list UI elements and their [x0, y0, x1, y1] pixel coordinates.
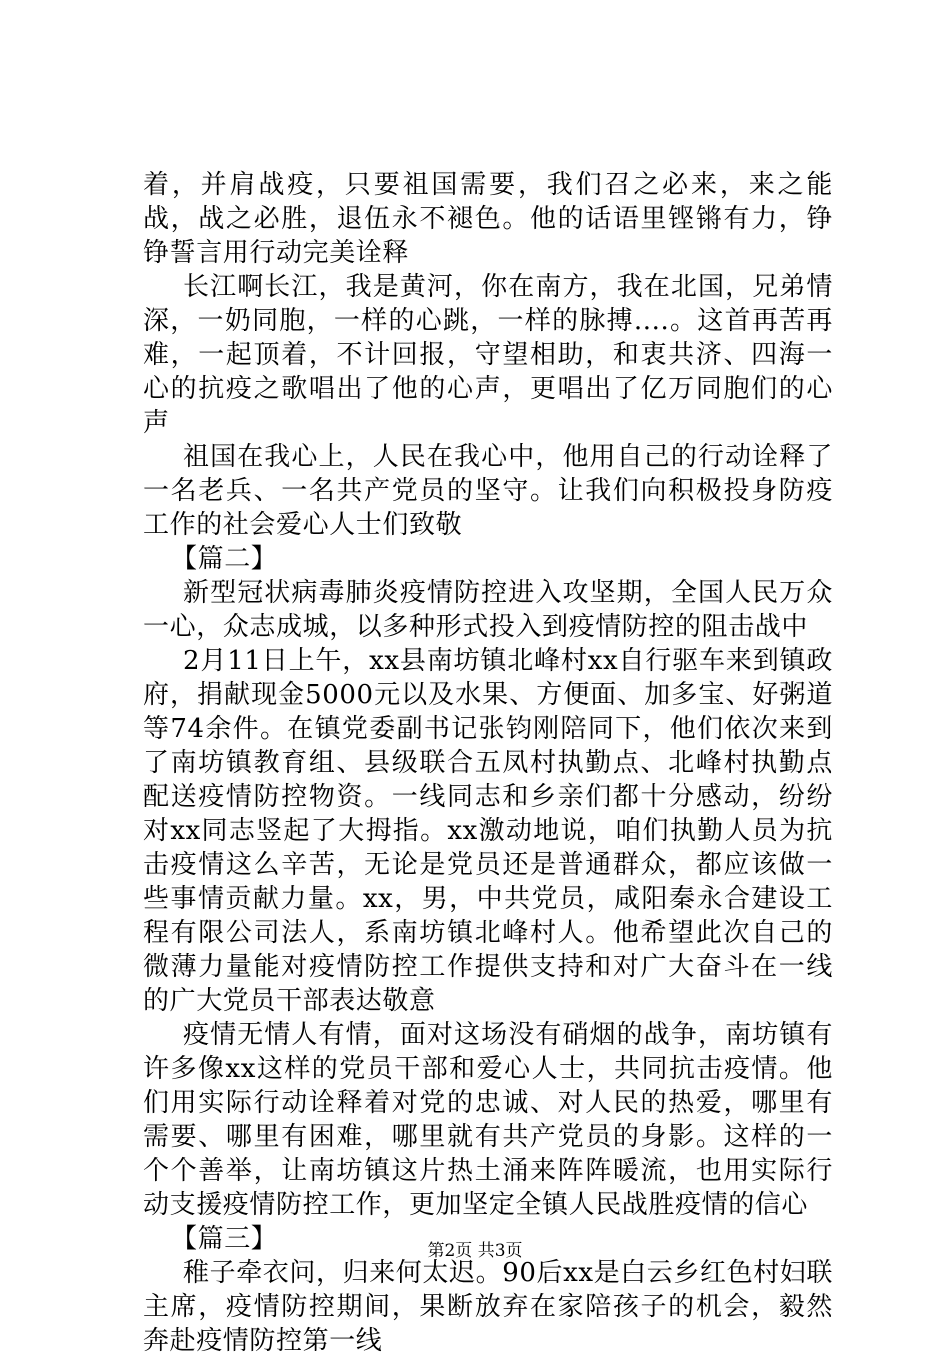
section-heading-part-three: 【篇三】 [171, 1224, 278, 1254]
paragraph: 疫情无情人有情，面对这场没有硝烟的战争，南坊镇有许多像xx这样的党员干部和爱心人士，共同抗击疫情。他们用实际行动诠释着对党的忠诚、对人民的热爱，哪里有需要、哪里有困难，哪里就有共产党员的身影。这样的一个个善举，让南坊镇这片热土涌来阵阵暖流，也用实际行动支援疫情防控工作，更加坚定全镇人民战胜疫情的信心 [143, 1020, 833, 1220]
document-body [143, 168, 833, 1358]
paragraph: 2月11日上午，xx县南坊镇北峰村xx自行驱车来到镇政府，捐献现金5000元以及水果、方便面、加多宝、好粥道等74余件。在镇党委副书记张钧刚陪同下，他们依次来到了南坊镇教育组、县级联合五凤村执勤点、北峰村执勤点配送疫情防控物资。一线同志和乡亲们都十分感动，纷纷对xx同志竖起了大拇指。xx激动地说，咱们执勤人员为抗击疫情这么辛苦，无论是党员还是普通群众，都应该做一些事情贡献力量。xx，男，中共党员，咸阳秦永合建设工程有限公司法人，系南坊镇北峰村人。他希望此次自己的微薄力量能对疫情防控工作提供支持和对广大奋斗在一线的广大党员干部表达敬意 [143, 646, 833, 1016]
paragraph: 长江啊长江，我是黄河，你在南方，我在北国，兄弟情深，一奶同胞，一样的心跳，一样的脉搏....。这首再苦再难，一起顶着，不计回报，守望相助，和衷共济、四海一心的抗疫之歌唱出了他的心声，更唱出了亿万同胞们的心声 [143, 272, 833, 438]
paragraph: 稚子牵衣问，归来何太迟。90后xx是白云乡红色村妇联主席，疫情防控期间，果断放弃在家陪孩子的机会，毅然奔赴疫情防控第一线 [143, 1258, 834, 1356]
section-heading-part-two: 【篇二】 [171, 544, 278, 574]
paragraph: 祖国在我心上，人民在我心中，他用自己的行动诠释了一名老兵、一名共产党员的坚守。让我们向积极投身防疫工作的社会爱心人士们致敬 [143, 442, 833, 540]
paragraph-continuation: 着，并肩战疫，只要祖国需要，我们召之必来，来之能战，战之必胜，退伍永不褪色。他的话语里铿锵有力，铮铮誓言用行动完美诠释 [143, 170, 833, 268]
paragraph: 新型冠状病毒肺炎疫情防控进入攻坚期，全国人民万众一心，众志成城，以多种形式投入到疫情防控的阻击战中 [143, 578, 833, 642]
page-number-footer: 第2页 共3页 [427, 1241, 523, 1261]
